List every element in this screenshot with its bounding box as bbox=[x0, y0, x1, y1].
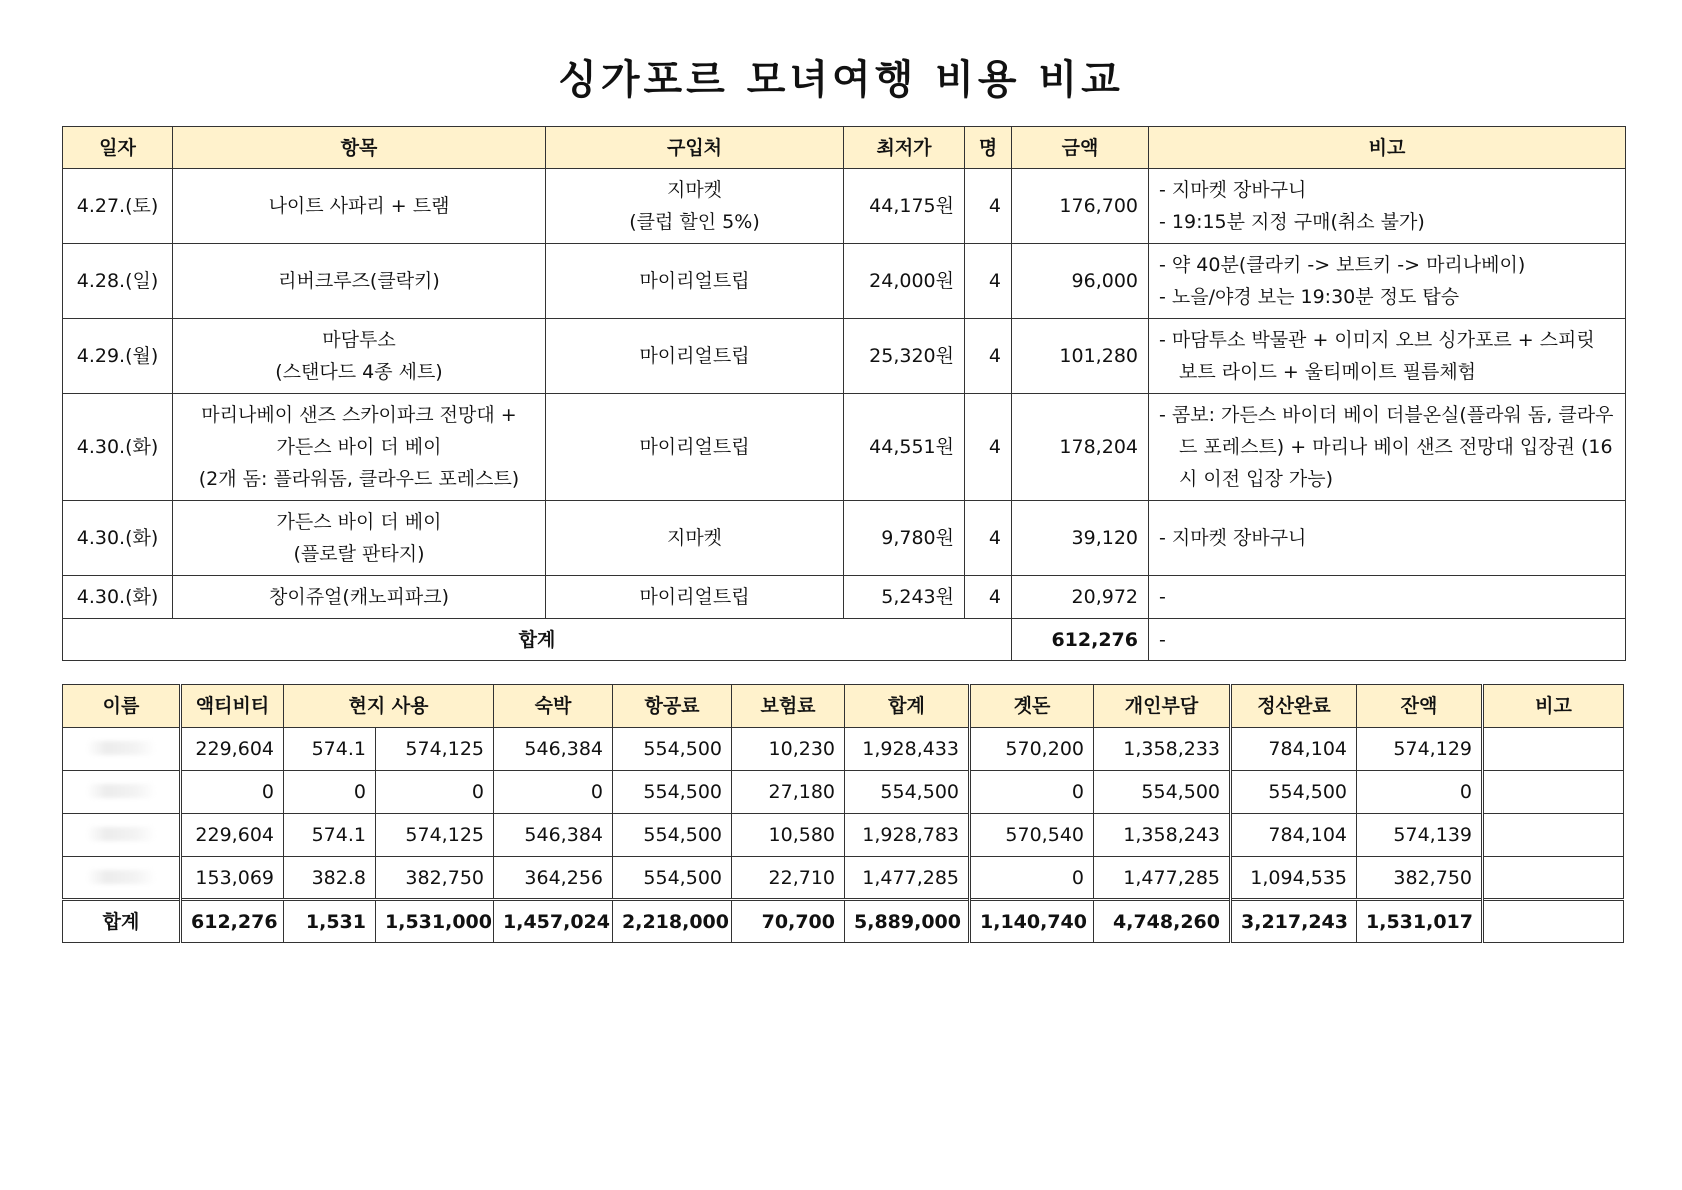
row-date: 4.30.(화) bbox=[63, 394, 173, 501]
row-date: 4.30.(화) bbox=[63, 501, 173, 576]
cell-balance: 0 bbox=[1357, 771, 1483, 814]
cell-balance: 574,139 bbox=[1357, 814, 1483, 857]
total-lodging: 1,457,024 bbox=[494, 900, 613, 943]
row-item: 리버크루즈(클락키) bbox=[173, 244, 546, 319]
cell-remarks bbox=[1483, 728, 1624, 771]
row-people: 4 bbox=[965, 501, 1012, 576]
cell-balance: 382,750 bbox=[1357, 857, 1483, 900]
table-row bbox=[63, 576, 1626, 619]
total-sum: 5,889,000 bbox=[845, 900, 970, 943]
row-item: 가든스 바이 더 베이 (플로랄 판타지) bbox=[173, 501, 546, 576]
cell-insurance: 27,180 bbox=[732, 771, 845, 814]
row-price: 24,000원 bbox=[844, 244, 965, 319]
page-title: 싱가포르 모녀여행 비용 비교 bbox=[558, 57, 1124, 103]
cell-airfare: 554,500 bbox=[613, 857, 732, 900]
cell-local-spend-b: 0 bbox=[376, 771, 494, 814]
row-price: 5,243원 bbox=[844, 576, 965, 619]
row-people: 4 bbox=[965, 319, 1012, 394]
total-label: 합계 bbox=[63, 900, 181, 943]
row-amount: 176,700 bbox=[1012, 169, 1149, 244]
table-row bbox=[63, 857, 1624, 900]
row-item: 마리나베이 샌즈 스카이파크 전망대 + 가든스 바이 더 베이 (2개 돔: 플라워돔, 클라우드 포레스트) bbox=[173, 394, 546, 501]
header-activity: 액티비티 bbox=[181, 685, 284, 728]
cell-local-spend-a: 0 bbox=[284, 771, 376, 814]
header-date: 일자 bbox=[63, 127, 173, 169]
cell-local-spend-b: 574,125 bbox=[376, 728, 494, 771]
cell-kye-money: 570,540 bbox=[970, 814, 1094, 857]
total-note: - bbox=[1149, 619, 1626, 661]
cell-insurance: 10,580 bbox=[732, 814, 845, 857]
cell-sum: 1,928,783 bbox=[845, 814, 970, 857]
cell-sum: 1,928,433 bbox=[845, 728, 970, 771]
cell-settled: 554,500 bbox=[1231, 771, 1357, 814]
cell-insurance: 10,230 bbox=[732, 728, 845, 771]
header-personal-share: 개인부담 bbox=[1094, 685, 1231, 728]
row-price: 25,320원 bbox=[844, 319, 965, 394]
table-row bbox=[63, 244, 1626, 319]
cell-kye-money: 0 bbox=[970, 771, 1094, 814]
row-notes: - 마담투소 박물관 + 이미지 오브 싱가포르 + 스피릿 보트 라이드 + 울티메이트 필름체험 bbox=[1149, 319, 1626, 394]
header-local-spend: 현지 사용 bbox=[284, 685, 494, 728]
header-lodging: 숙박 bbox=[494, 685, 613, 728]
header-people: 명 bbox=[965, 127, 1012, 169]
cell-balance: 574,129 bbox=[1357, 728, 1483, 771]
cell-lodging: 546,384 bbox=[494, 728, 613, 771]
redacted-name bbox=[63, 857, 181, 900]
settlement-total-row bbox=[63, 900, 1624, 943]
header-vendor: 구입처 bbox=[546, 127, 844, 169]
header-sum: 합계 bbox=[845, 685, 970, 728]
table-row bbox=[63, 319, 1626, 394]
total-airfare: 2,218,000 bbox=[613, 900, 732, 943]
cell-local-spend-b: 574,125 bbox=[376, 814, 494, 857]
redacted-name bbox=[63, 814, 181, 857]
header-insurance: 보험료 bbox=[732, 685, 845, 728]
cell-local-spend-a: 574.1 bbox=[284, 728, 376, 771]
table-row bbox=[63, 501, 1626, 576]
cell-remarks bbox=[1483, 857, 1624, 900]
cell-activity: 229,604 bbox=[181, 728, 284, 771]
header-item: 항목 bbox=[173, 127, 546, 169]
table-row bbox=[63, 814, 1624, 857]
cell-personal-share: 1,358,233 bbox=[1094, 728, 1231, 771]
cell-settled: 784,104 bbox=[1231, 728, 1357, 771]
row-people: 4 bbox=[965, 576, 1012, 619]
row-notes: - 약 40분(클라키 -> 보트키 -> 마리나베이) - 노을/야경 보는 19:30분 정도 탑승 bbox=[1149, 244, 1626, 319]
total-balance: 1,531,017 bbox=[1357, 900, 1483, 943]
total-settled: 3,217,243 bbox=[1231, 900, 1357, 943]
row-vendor: 마이리얼트립 bbox=[546, 319, 844, 394]
header-airfare: 항공료 bbox=[613, 685, 732, 728]
header-balance: 잔액 bbox=[1357, 685, 1483, 728]
cell-kye-money: 570,200 bbox=[970, 728, 1094, 771]
row-item: 나이트 사파리 + 트램 bbox=[173, 169, 546, 244]
row-vendor: 마이리얼트립 bbox=[546, 394, 844, 501]
table-row bbox=[63, 169, 1626, 244]
row-item: 창이쥬얼(캐노피파크) bbox=[173, 576, 546, 619]
row-amount: 39,120 bbox=[1012, 501, 1149, 576]
row-amount: 20,972 bbox=[1012, 576, 1149, 619]
row-date: 4.27.(토) bbox=[63, 169, 173, 244]
cell-sum: 554,500 bbox=[845, 771, 970, 814]
row-date: 4.30.(화) bbox=[63, 576, 173, 619]
table-row bbox=[63, 771, 1624, 814]
cell-lodging: 546,384 bbox=[494, 814, 613, 857]
redacted-name bbox=[63, 728, 181, 771]
settlement-header-row bbox=[63, 685, 1624, 728]
cell-local-spend-a: 574.1 bbox=[284, 814, 376, 857]
row-notes: - 지마켓 장바구니 - 19:15분 지정 구매(취소 불가) bbox=[1149, 169, 1626, 244]
redacted-name bbox=[63, 771, 181, 814]
row-amount: 101,280 bbox=[1012, 319, 1149, 394]
cell-airfare: 554,500 bbox=[613, 728, 732, 771]
row-vendor: 지마켓 (클럽 할인 5%) bbox=[546, 169, 844, 244]
total-personal-share: 4,748,260 bbox=[1094, 900, 1231, 943]
cell-sum: 1,477,285 bbox=[845, 857, 970, 900]
row-notes: - bbox=[1149, 576, 1626, 619]
row-amount: 178,204 bbox=[1012, 394, 1149, 501]
total-insurance: 70,700 bbox=[732, 900, 845, 943]
header-notes: 비고 bbox=[1149, 127, 1626, 169]
total-row bbox=[63, 619, 1626, 661]
cell-lodging: 0 bbox=[494, 771, 613, 814]
cell-insurance: 22,710 bbox=[732, 857, 845, 900]
total-local-spend-b: 1,531,000 bbox=[376, 900, 494, 943]
cell-activity: 153,069 bbox=[181, 857, 284, 900]
total-remarks bbox=[1483, 900, 1624, 943]
header-amount: 금액 bbox=[1012, 127, 1149, 169]
cell-local-spend-b: 382,750 bbox=[376, 857, 494, 900]
cell-local-spend-a: 382.8 bbox=[284, 857, 376, 900]
table-row bbox=[63, 728, 1624, 771]
cell-settled: 784,104 bbox=[1231, 814, 1357, 857]
row-vendor: 마이리얼트립 bbox=[546, 576, 844, 619]
row-amount: 96,000 bbox=[1012, 244, 1149, 319]
header-remarks: 비고 bbox=[1483, 685, 1624, 728]
total-kye-money: 1,140,740 bbox=[970, 900, 1094, 943]
cell-lodging: 364,256 bbox=[494, 857, 613, 900]
activity-header-row bbox=[63, 127, 1626, 169]
row-notes: - 콤보: 가든스 바이더 베이 더블온실(플라워 돔, 클라우드 포레스트) + 마리나 베이 샌즈 전망대 입장권 (16시 이전 입장 가능) bbox=[1149, 394, 1626, 501]
row-price: 44,551원 bbox=[844, 394, 965, 501]
cell-personal-share: 1,477,285 bbox=[1094, 857, 1231, 900]
activity-cost-table bbox=[62, 126, 1626, 661]
settlement-table bbox=[62, 684, 1624, 943]
cell-remarks bbox=[1483, 771, 1624, 814]
cell-remarks bbox=[1483, 814, 1624, 857]
total-local-spend-a: 1,531 bbox=[284, 900, 376, 943]
row-item: 마담투소 (스탠다드 4종 세트) bbox=[173, 319, 546, 394]
header-name: 이름 bbox=[63, 685, 181, 728]
row-date: 4.29.(월) bbox=[63, 319, 173, 394]
table-row bbox=[63, 394, 1626, 501]
row-vendor: 마이리얼트립 bbox=[546, 244, 844, 319]
row-price: 9,780원 bbox=[844, 501, 965, 576]
row-vendor: 지마켓 bbox=[546, 501, 844, 576]
cell-settled: 1,094,535 bbox=[1231, 857, 1357, 900]
cell-airfare: 554,500 bbox=[613, 771, 732, 814]
cell-airfare: 554,500 bbox=[613, 814, 732, 857]
row-people: 4 bbox=[965, 394, 1012, 501]
header-kye-money: 곗돈 bbox=[970, 685, 1094, 728]
total-label: 합계 bbox=[63, 619, 1012, 661]
row-people: 4 bbox=[965, 169, 1012, 244]
header-lowest-price: 최저가 bbox=[844, 127, 965, 169]
row-people: 4 bbox=[965, 244, 1012, 319]
total-activity: 612,276 bbox=[181, 900, 284, 943]
row-price: 44,175원 bbox=[844, 169, 965, 244]
total-amount: 612,276 bbox=[1012, 619, 1149, 661]
header-settled: 정산완료 bbox=[1231, 685, 1357, 728]
cell-personal-share: 1,358,243 bbox=[1094, 814, 1231, 857]
row-notes: - 지마켓 장바구니 bbox=[1149, 501, 1626, 576]
cell-activity: 229,604 bbox=[181, 814, 284, 857]
cell-activity: 0 bbox=[181, 771, 284, 814]
cell-personal-share: 554,500 bbox=[1094, 771, 1231, 814]
row-date: 4.28.(일) bbox=[63, 244, 173, 319]
cell-kye-money: 0 bbox=[970, 857, 1094, 900]
